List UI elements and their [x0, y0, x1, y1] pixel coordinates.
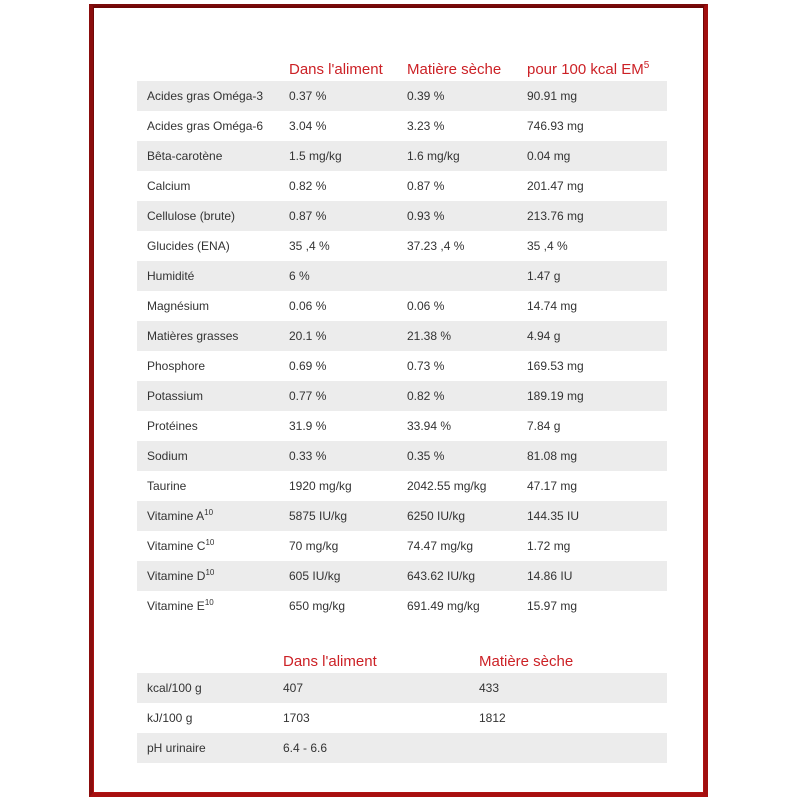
value-per-100-kcal-text: 746.93 mg — [527, 119, 584, 133]
energy-name — [137, 703, 273, 733]
value-per-100-kcal-text: 169.53 mg — [527, 359, 584, 373]
value-per-100-kcal-text: 4.94 g — [527, 329, 561, 343]
value-dry-matter — [397, 471, 517, 501]
footnote-marker: 10 — [205, 538, 215, 547]
table-row — [137, 291, 667, 321]
value-per-100-kcal — [517, 261, 667, 291]
energy-food-text: 1703 — [283, 711, 310, 725]
window-frame — [89, 4, 708, 797]
footnote-marker: 10 — [205, 568, 215, 577]
value-food — [279, 381, 397, 411]
value-dry-matter-text: 74.47 mg/kg — [407, 539, 474, 553]
value-dry-matter — [397, 201, 517, 231]
value-food-text: 20.1 % — [289, 329, 327, 343]
nutrient-name — [137, 471, 279, 501]
nutrient-name — [137, 501, 279, 531]
value-food — [279, 501, 397, 531]
value-per-100-kcal-text: 47.17 mg — [527, 479, 578, 493]
energy-name-text: kJ/100 g — [147, 711, 193, 725]
nutrient-name — [137, 591, 279, 621]
value-per-100-kcal-text: 15.97 mg — [527, 599, 578, 613]
energy-dry-matter-text: 1812 — [479, 711, 506, 725]
nutrient-table — [137, 42, 667, 621]
value-dry-matter — [397, 111, 517, 141]
energy-dry-matter-text: 433 — [479, 681, 500, 695]
table-row — [137, 501, 667, 531]
value-dry-matter — [397, 501, 517, 531]
nutrient-name-text: Acides gras Oméga-3 — [147, 89, 264, 103]
nutrient-name — [137, 531, 279, 561]
value-dry-matter — [397, 381, 517, 411]
value-per-100-kcal-text: 1.47 g — [527, 269, 561, 283]
value-food-text: 35 ,4 % — [289, 239, 330, 253]
table-row — [137, 733, 667, 763]
value-food-text: 0.82 % — [289, 179, 327, 193]
value-food-text: 5875 IU/kg — [289, 509, 348, 523]
value-per-100-kcal — [517, 351, 667, 381]
energy-food-text: 407 — [283, 681, 304, 695]
value-food — [279, 141, 397, 171]
value-dry-matter — [397, 81, 517, 111]
value-per-100-kcal — [517, 531, 667, 561]
value-per-100-kcal-text: 90.91 mg — [527, 89, 578, 103]
nutrient-name-text: Glucides (ENA) — [147, 239, 230, 253]
header-food: Dans l'aliment — [289, 61, 383, 78]
nutrient-name-text: Taurine — [147, 479, 187, 493]
value-dry-matter-text: 643.62 IU/kg — [407, 569, 476, 583]
value-per-100-kcal-text: 0.04 mg — [527, 149, 571, 163]
energy-name-text: kcal/100 g — [147, 681, 202, 695]
value-dry-matter-text: 0.82 % — [407, 389, 445, 403]
content-panel — [94, 8, 703, 792]
energy-header-blank — [137, 634, 273, 673]
nutrient-name-text: Vitamine D — [147, 569, 206, 583]
value-food-text: 0.06 % — [289, 299, 327, 313]
value-dry-matter-text: 1.6 mg/kg — [407, 149, 460, 163]
value-food-text: 6 % — [289, 269, 310, 283]
value-food — [279, 471, 397, 501]
nutrient-name — [137, 321, 279, 351]
value-dry-matter-text: 37.23 ,4 % — [407, 239, 465, 253]
table-row — [137, 81, 667, 111]
value-dry-matter-text: 33.94 % — [407, 419, 452, 433]
value-food — [279, 321, 397, 351]
value-food-text: 0.69 % — [289, 359, 327, 373]
value-food — [279, 591, 397, 621]
value-food-text: 70 mg/kg — [289, 539, 339, 553]
table-row — [137, 231, 667, 261]
nutrient-name-text: Sodium — [147, 449, 188, 463]
value-per-100-kcal — [517, 141, 667, 171]
value-dry-matter — [397, 561, 517, 591]
energy-name — [137, 673, 273, 703]
value-per-100-kcal — [517, 381, 667, 411]
value-food-text: 0.37 % — [289, 89, 327, 103]
value-food — [279, 291, 397, 321]
value-per-100-kcal-text: 35 ,4 % — [527, 239, 568, 253]
value-dry-matter — [397, 231, 517, 261]
value-dry-matter — [397, 171, 517, 201]
table-row — [137, 381, 667, 411]
value-dry-matter — [397, 291, 517, 321]
table-row — [137, 141, 667, 171]
table-row — [137, 471, 667, 501]
energy-table-body — [137, 673, 667, 763]
value-food-text: 3.04 % — [289, 119, 327, 133]
header-footnote-marker: 5 — [643, 60, 650, 71]
energy-dry-matter — [469, 703, 667, 733]
table-row — [137, 321, 667, 351]
nutrient-name-text: Humidité — [147, 269, 195, 283]
value-food-text: 0.33 % — [289, 449, 327, 463]
energy-food — [273, 703, 469, 733]
value-dry-matter-text: 6250 IU/kg — [407, 509, 466, 523]
value-per-100-kcal — [517, 591, 667, 621]
value-dry-matter — [397, 441, 517, 471]
energy-dry-matter — [469, 673, 667, 703]
table-row — [137, 351, 667, 381]
value-dry-matter — [397, 351, 517, 381]
value-food-text: 1.5 mg/kg — [289, 149, 342, 163]
nutrient-name — [137, 261, 279, 291]
value-food — [279, 231, 397, 261]
value-per-100-kcal-text: 7.84 g — [527, 419, 561, 433]
nutrient-name-text: Cellulose (brute) — [147, 209, 236, 223]
value-dry-matter-text: 2042.55 mg/kg — [407, 479, 487, 493]
footnote-marker: 10 — [204, 508, 214, 517]
nutrient-name-text: Protéines — [147, 419, 198, 433]
nutrient-name-text: Potassium — [147, 389, 204, 403]
value-food-text: 1920 mg/kg — [289, 479, 352, 493]
nutrient-name-text: Magnésium — [147, 299, 210, 313]
header-per-100-kcal — [517, 42, 667, 81]
value-per-100-kcal — [517, 561, 667, 591]
value-food — [279, 171, 397, 201]
value-per-100-kcal — [517, 501, 667, 531]
nutrient-name — [137, 111, 279, 141]
table-row — [137, 441, 667, 471]
value-dry-matter-text: 691.49 mg/kg — [407, 599, 480, 613]
energy-name-text: pH urinaire — [147, 741, 206, 755]
value-per-100-kcal-text: 1.72 mg — [527, 539, 571, 553]
nutrient-name-text: Matières grasses — [147, 329, 239, 343]
value-per-100-kcal — [517, 111, 667, 141]
nutrient-name — [137, 171, 279, 201]
nutrient-name — [137, 141, 279, 171]
value-per-100-kcal-text: 213.76 mg — [527, 209, 584, 223]
table-row — [137, 111, 667, 141]
value-per-100-kcal-text: 189.19 mg — [527, 389, 584, 403]
nutrient-name — [137, 381, 279, 411]
value-per-100-kcal — [517, 441, 667, 471]
energy-header-food: Dans l'aliment — [283, 653, 377, 670]
value-food — [279, 351, 397, 381]
nutrient-name-text: Phosphore — [147, 359, 206, 373]
header-blank — [137, 42, 279, 81]
nutrient-name-text: Vitamine E — [147, 599, 205, 613]
value-dry-matter-text: 0.87 % — [407, 179, 445, 193]
table-row — [137, 171, 667, 201]
value-food — [279, 81, 397, 111]
footnote-marker: 10 — [204, 598, 214, 607]
nutrient-name — [137, 411, 279, 441]
nutrient-name — [137, 231, 279, 261]
value-dry-matter-text: 0.06 % — [407, 299, 445, 313]
value-per-100-kcal — [517, 291, 667, 321]
value-food — [279, 561, 397, 591]
nutrient-name — [137, 201, 279, 231]
value-food — [279, 441, 397, 471]
table-row — [137, 673, 667, 703]
value-food-text: 0.77 % — [289, 389, 327, 403]
nutrient-name-text: Calcium — [147, 179, 191, 193]
value-per-100-kcal-text: 14.74 mg — [527, 299, 578, 313]
nutrient-name-text: Vitamine A — [147, 509, 205, 523]
header-per-100-kcal-label: pour 100 kcal EM — [527, 61, 644, 78]
nutrient-name — [137, 561, 279, 591]
value-dry-matter — [397, 321, 517, 351]
value-per-100-kcal-text: 14.86 IU — [527, 569, 573, 583]
value-food-text: 31.9 % — [289, 419, 327, 433]
table-row — [137, 591, 667, 621]
energy-food — [273, 733, 469, 763]
nutrient-name-text: Acides gras Oméga-6 — [147, 119, 264, 133]
value-per-100-kcal — [517, 81, 667, 111]
nutrient-name-text: Bêta-carotène — [147, 149, 223, 163]
value-dry-matter-text: 0.35 % — [407, 449, 445, 463]
value-per-100-kcal-text: 201.47 mg — [527, 179, 584, 193]
value-per-100-kcal — [517, 201, 667, 231]
nutrient-name — [137, 81, 279, 111]
header-dry-matter: Matière sèche — [407, 61, 502, 78]
table-row — [137, 201, 667, 231]
energy-table-header — [137, 634, 667, 673]
value-dry-matter-text: 21.38 % — [407, 329, 452, 343]
value-food-text: 0.87 % — [289, 209, 327, 223]
table-row — [137, 531, 667, 561]
value-per-100-kcal — [517, 321, 667, 351]
value-per-100-kcal — [517, 471, 667, 501]
table-row — [137, 703, 667, 733]
energy-table — [137, 634, 667, 763]
value-dry-matter — [397, 411, 517, 441]
value-food — [279, 261, 397, 291]
energy-name — [137, 733, 273, 763]
value-food-text: 650 mg/kg — [289, 599, 346, 613]
energy-dry-matter — [469, 733, 667, 763]
value-per-100-kcal — [517, 411, 667, 441]
value-dry-matter — [397, 261, 517, 291]
value-dry-matter-text: 3.23 % — [407, 119, 445, 133]
value-per-100-kcal — [517, 171, 667, 201]
value-per-100-kcal-text: 81.08 mg — [527, 449, 578, 463]
value-dry-matter — [397, 531, 517, 561]
value-per-100-kcal-text: 144.35 IU — [527, 509, 580, 523]
value-per-100-kcal — [517, 231, 667, 261]
nutrient-table-body — [137, 81, 667, 621]
energy-food-text: 6.4 - 6.6 — [283, 741, 328, 755]
value-dry-matter-text: 0.93 % — [407, 209, 445, 223]
table-row — [137, 561, 667, 591]
nutrient-name — [137, 291, 279, 321]
table-row — [137, 411, 667, 441]
energy-food — [273, 673, 469, 703]
value-dry-matter-text: 0.73 % — [407, 359, 445, 373]
value-food — [279, 531, 397, 561]
value-dry-matter — [397, 591, 517, 621]
value-food — [279, 201, 397, 231]
value-food — [279, 111, 397, 141]
value-dry-matter — [397, 141, 517, 171]
value-dry-matter-text: 0.39 % — [407, 89, 445, 103]
nutrient-name — [137, 441, 279, 471]
nutrient-name-text: Vitamine C — [147, 539, 206, 553]
value-food-text: 605 IU/kg — [289, 569, 341, 583]
value-food — [279, 411, 397, 441]
nutrient-name — [137, 351, 279, 381]
energy-header-dry-matter: Matière sèche — [479, 653, 574, 670]
table-row — [137, 261, 667, 291]
nutrient-table-header — [137, 42, 667, 81]
